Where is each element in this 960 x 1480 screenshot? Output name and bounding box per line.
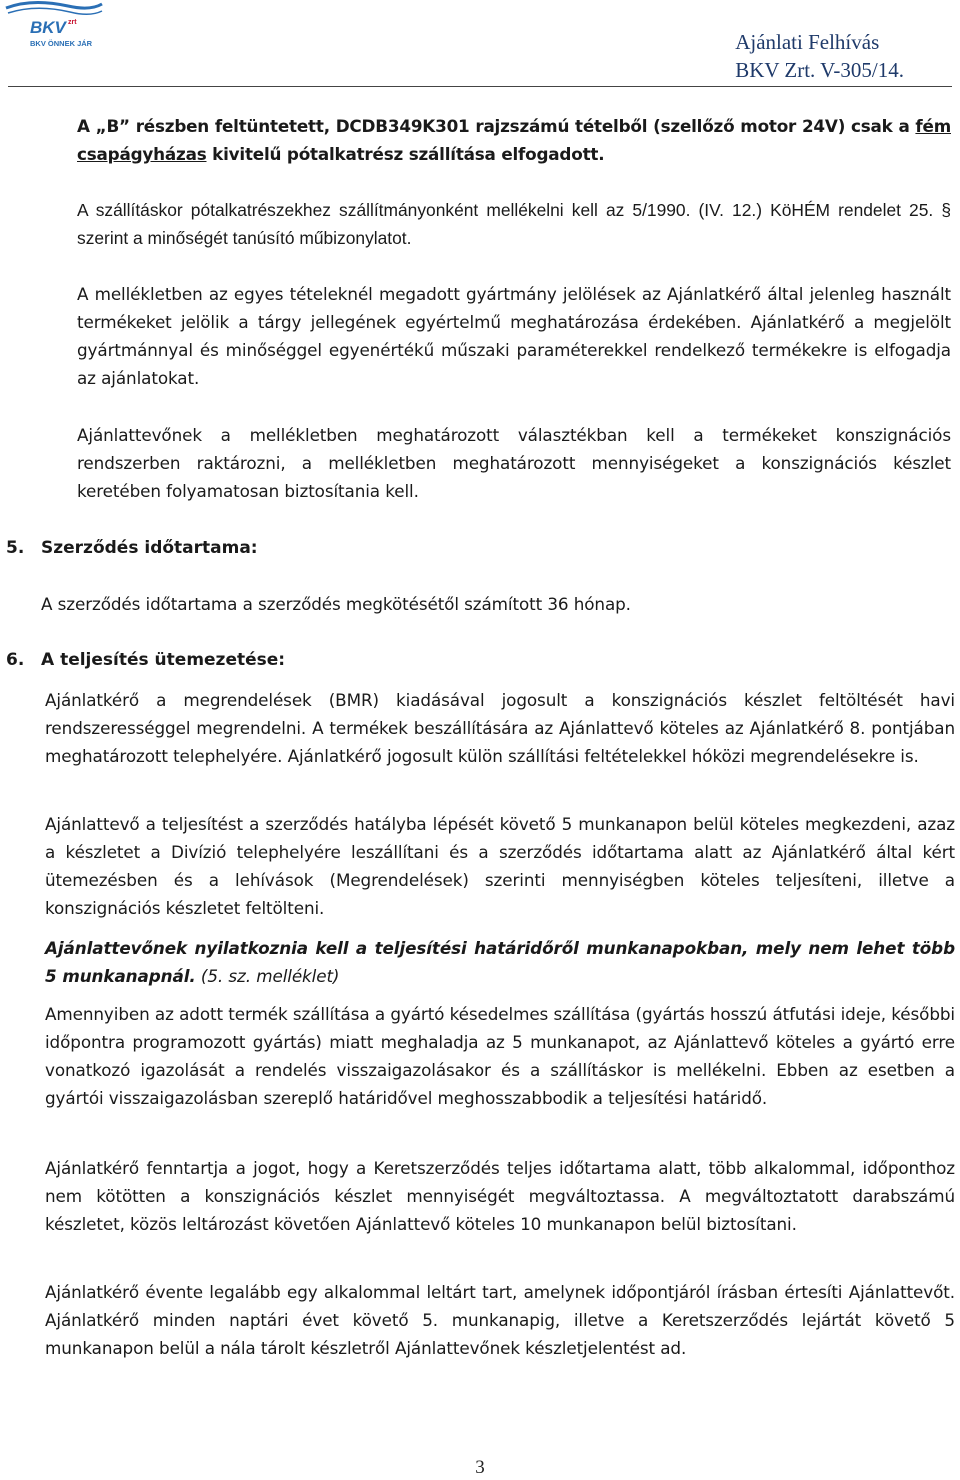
paragraph-consignment: Ajánlattevőnek a mellékletben meghatározott választékban kell a termékeket konszignációs rendszerben raktározni, a mellékletben meghatározott mennyiségeket a konszignációs készlet keretében folyamatosan biztosítania kell. [77,425,951,501]
page-header [0,0,960,90]
section-5-number: 5. [6,538,25,558]
section-5-title: Szerződés időtartama: [41,538,258,558]
section-6-number: 6. [6,650,25,670]
document-reference [735,28,904,84]
section-6-title: A teljesítés ütemezetése: [41,650,286,670]
declaration-italic: (5. sz. melléklet) [195,966,340,986]
declaration-bold-italic: Ajánlattevőnek nyilatkoznia kell a teljesítési határidőről munkanapokban, mely nem lehet több 5 munkanapnál. [45,938,955,986]
document-number: BKV Zrt. V-305/14. [735,58,904,82]
header-divider [8,86,952,87]
section-6-delay: Amennyiben az adott termék szállítása a gyártó késedelmes szállítása (gyártás hosszú átfutási ideje, későbbi időpontra programozott gyártás) miatt meghaladja az 5 munkanapot, az Ajánlattevő köteles a gyártó erre vonatkozó igazolását a rendelés visszaigazolásakor és a szállításkor is mellékelni. Ebben az esetben a gyártói visszaigazolásban szereplő határidővel meghosszabbodik a teljesítési határidő. [45,1004,955,1108]
b-part-underlined: fém csapágyházas [77,116,951,164]
section-6-start: Ajánlattevő a teljesítést a szerződés hatályba lépését követő 5 munkanapon belül köteles megkezdeni, azaz a készletet a Divízió telephelyére leszállítani és a szerződés időtartama alatt az Ajánlatkérő által kért ütemezésben és a lehívások (Megrendelések) szerinti mennyiségben köteles teljesíteni, illetve a konszignációs készletet feltölteni. [45,814,955,918]
svg-text:BKV ÖNNEK JÁR: BKV ÖNNEK JÁR [30,39,93,48]
paragraph-certificate: A szállításkor pótalkatrészekhez szállítmányonként mellékelni kell az 5/1990. (IV. 12.) KöHÉM rendelet 25. § szerint a minőségét tanúsító műbizonylatot. [77,200,951,248]
b-part-text-start: A „B” részben feltüntetett, DCDB349K301 rajzszámú tételből (szellőző motor 24V) csak a [77,116,916,136]
section-6-quantity-change: Ajánlatkérő fenntartja a jogot, hogy a Keretszerződés teljes időtartama alatt, több alkalommal, időponthoz nem kötötten a konszignációs készlet mennyiségét megváltoztassa. A megváltoztatott darabszámú készletet, közös leltározást követően Ajánlattevő köteles 10 munkanapon belül biztosítani. [45,1158,955,1234]
section-6-orders: Ajánlatkérő a megrendelések (BMR) kiadásával jogosult a konszignációs készlet feltöltését havi rendszerességgel megrendelni. A termékek beszállítására az Ajánlattevő köteles az Ajánlatkérő 8. pontjában meghatározott telephelyére. Ajánlatkérő jogosult külön szállítási feltételekkel hóközi megrendelésekre is. [45,690,955,766]
svg-text:BKV: BKV [30,18,66,37]
b-part-text-end: kivitelű pótalkatrész szállítása elfogadott. [206,144,605,164]
section-6-inventory: Ajánlatkérő évente legalább egy alkalommal leltárt tart, amelynek időpontjáról írásban értesíti Ajánlattevőt. Ajánlatkérő minden naptári évet követő 5. munkanapig, illetve a Keretszerződés lejártát követő 5 munkanapon belül a nála tárolt készletről Ajánlattevőnek készletjelentést ad. [45,1282,955,1358]
paragraph-annex-brands: A mellékletben az egyes tételeknél megadott gyártmány jelölések az Ajánlatkérő által jelenleg használt termékeket jelölik a tárgy jellegének egyértelmű meghatározása érdekében. Ajánlatkérő a megjelölt gyártmánnyal és minőséggel egyenértékű műszaki paraméterekkel rendelkező termékekre is elfogadja az ajánlatokat. [77,284,951,388]
section-5-text: A szerződés időtartama a szerződés megkötésétől számított 36 hónap. [41,594,631,614]
page-number: 3 [475,1457,485,1478]
svg-text:zrt: zrt [68,19,77,26]
bkv-logo [2,0,106,52]
section-6-declaration [45,934,955,990]
document-title: Ajánlati Felhívás [735,30,880,54]
paragraph-b-part [77,112,951,168]
